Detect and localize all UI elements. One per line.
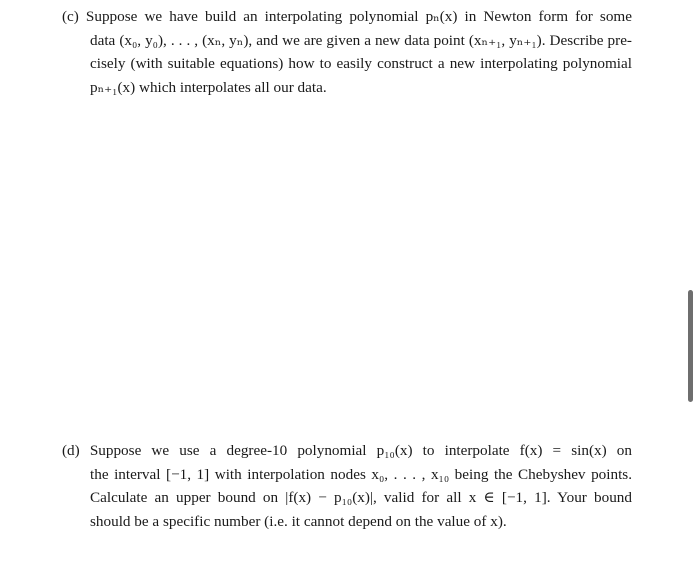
problem-c-line-3: cisely (with suitable equations) how to easily construct a new interpolating polynomial xyxy=(90,55,632,72)
problem-d-line-3: Calculate an upper bound on |f(x) − p₁₀(x)|, valid for all x ∈ [−1, 1]. Your bound xyxy=(90,489,632,506)
problem-d-line-2: the interval [−1, 1] with interpolation nodes x₀, . . . , x₁₀ being the Chebyshev points. xyxy=(90,465,632,483)
problem-c-line-1: (c) Suppose we have build an interpolating polynomial pₙ(x) in Newton form for some xyxy=(62,8,632,25)
problem-c-line-4: pₙ₊₁(x) which interpolates all our data. xyxy=(90,78,327,96)
problem-d xyxy=(62,439,632,533)
vertical-scrollbar[interactable] xyxy=(688,290,693,402)
problem-d-line-4: should be a specific number (i.e. it cannot depend on the value of x). xyxy=(90,512,507,530)
problem-d-line-1: (d) Suppose we use a degree-10 polynomial p₁₀(x) to interpolate f(x) = sin(x) on xyxy=(62,442,632,459)
problem-c xyxy=(62,5,632,99)
problem-c-line-2: data (x₀, y₀), . . . , (xₙ, yₙ), and we are given a new data point (xₙ₊₁, yₙ₊₁). Describe pre- xyxy=(90,31,632,49)
